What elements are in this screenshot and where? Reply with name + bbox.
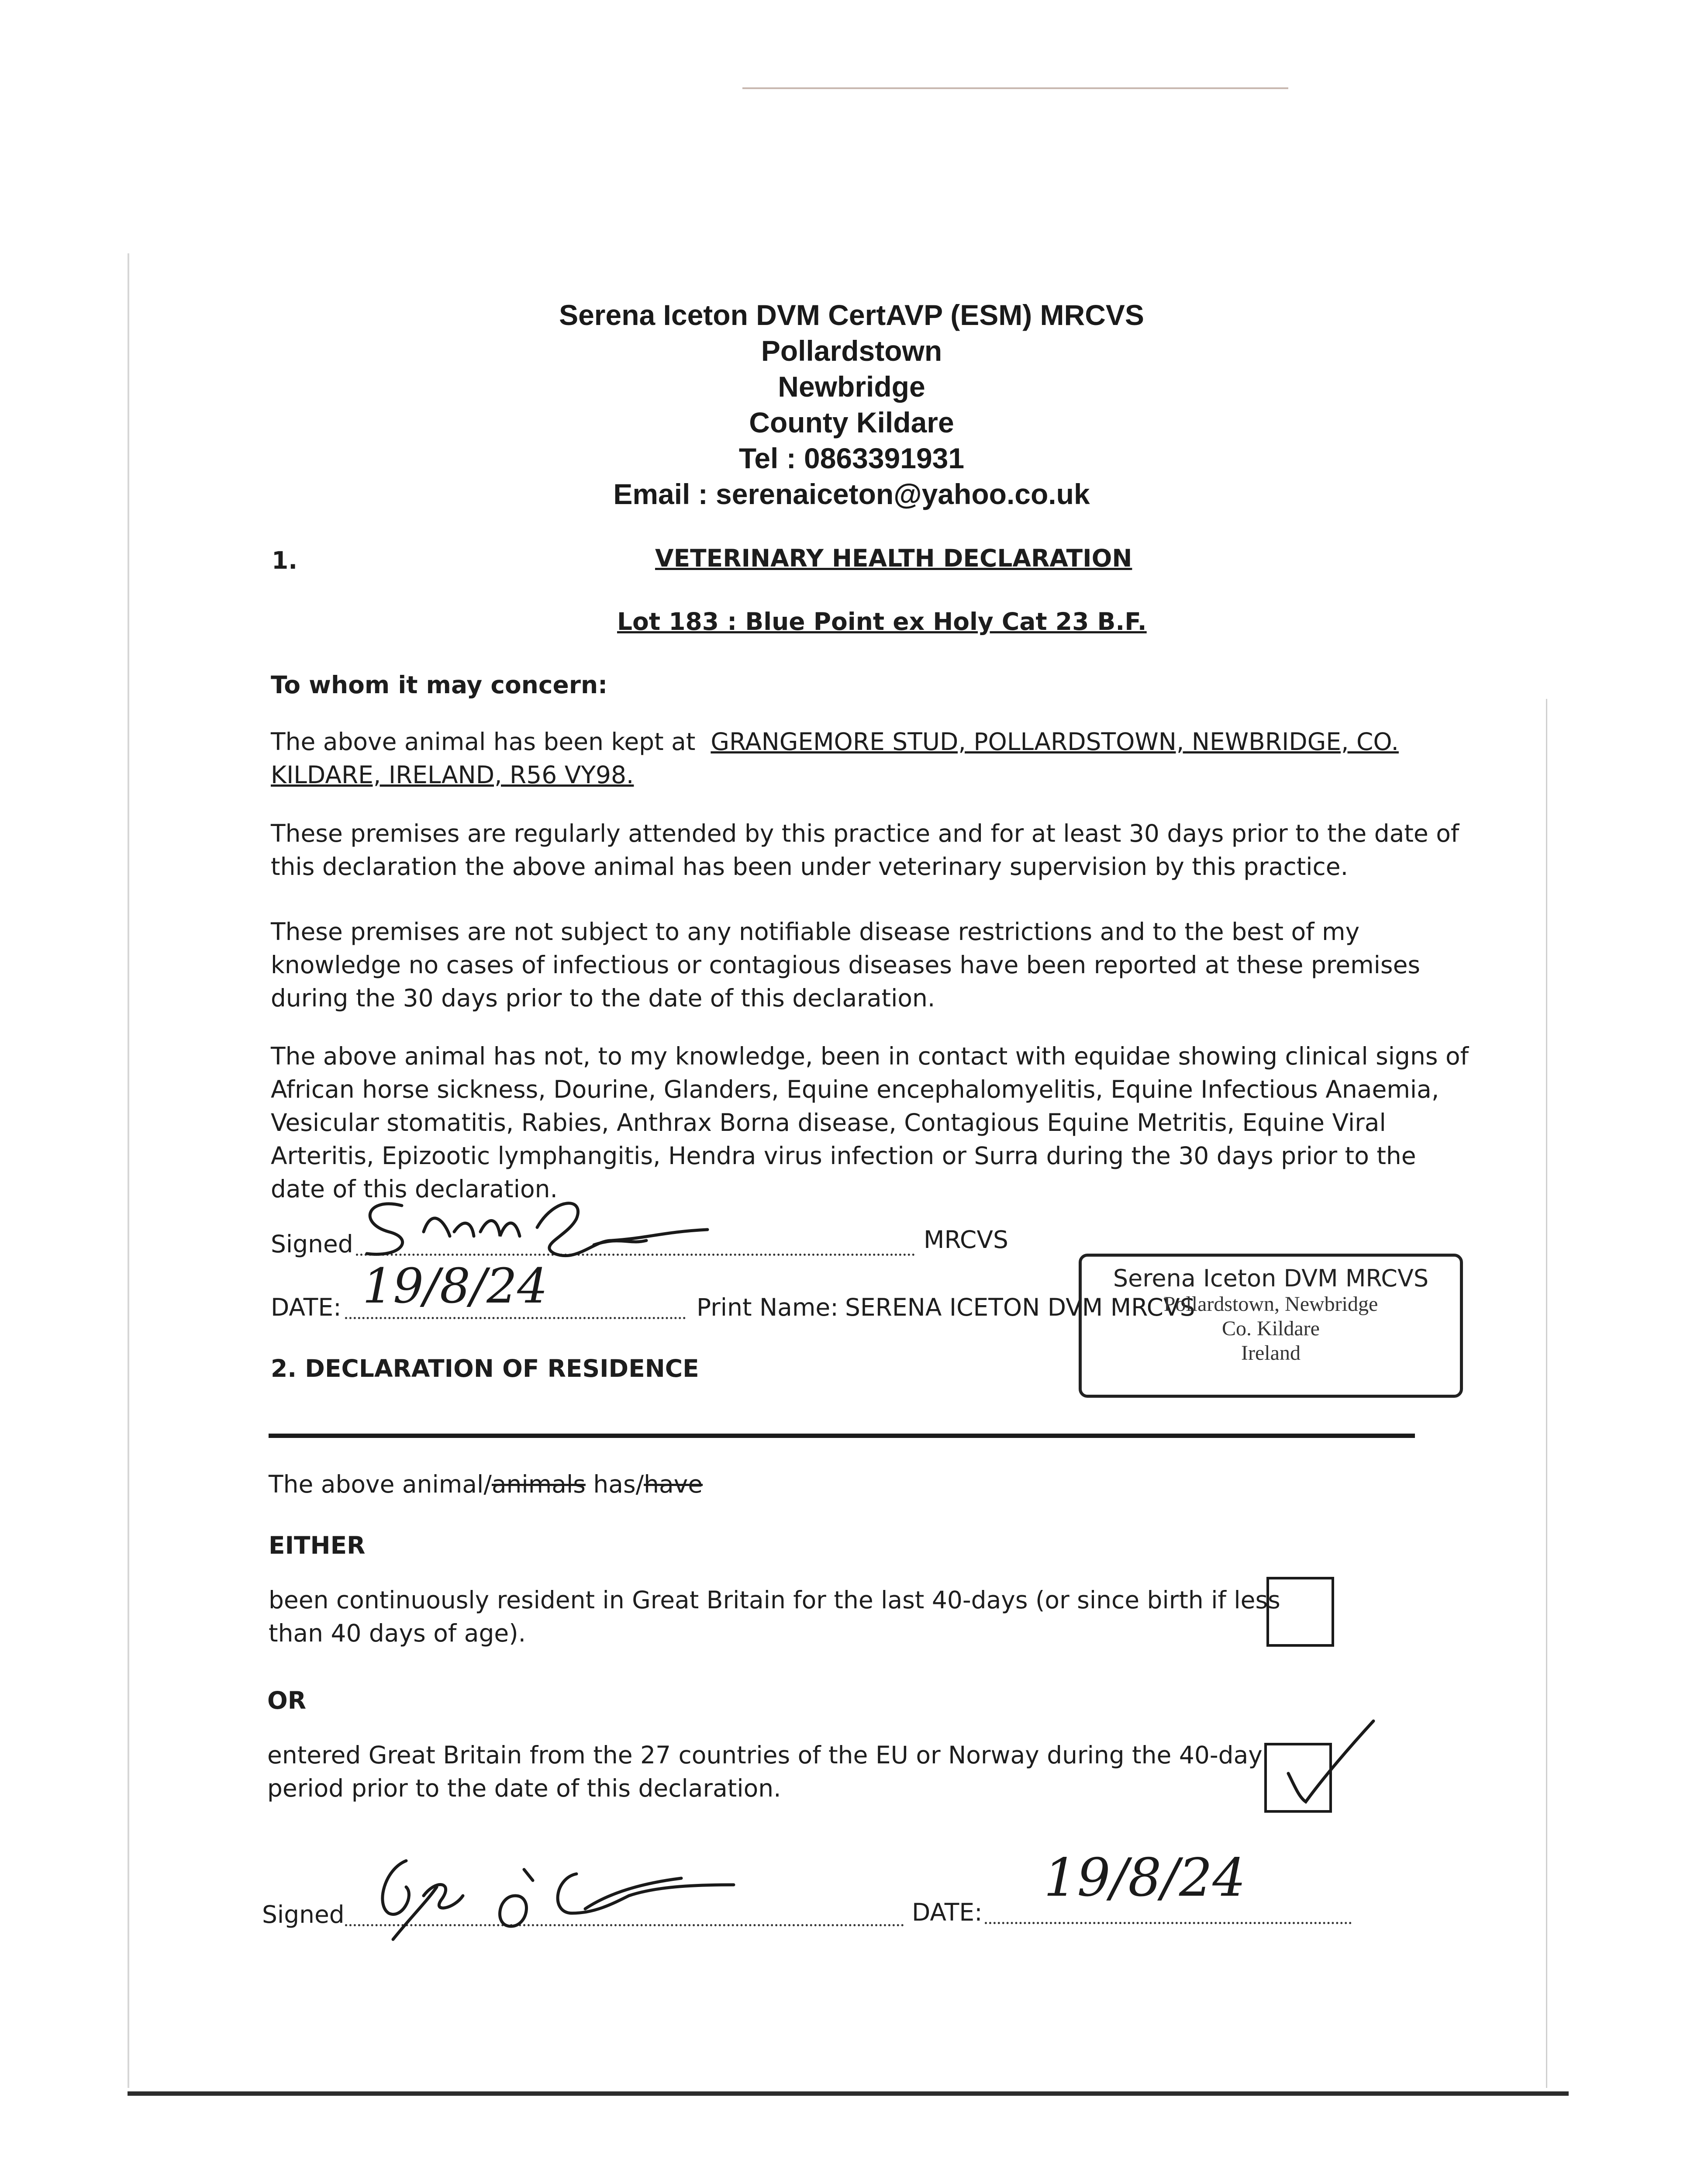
mrcvs-label: MRCVS	[924, 1226, 1008, 1254]
check-mark-icon	[1275, 1712, 1380, 1813]
option-entered-text: entered Great Britain from the 27 countries of the EU or Norway during the 40-day period prior to the date of this declaration.	[267, 1741, 1263, 1802]
section-number: 1.	[272, 546, 298, 574]
option-resident-checkbox[interactable]	[1266, 1577, 1334, 1647]
address-line: County Kildare	[749, 406, 954, 439]
section-divider	[269, 1434, 1415, 1438]
paper-edge-bottom	[128, 2091, 1569, 2096]
date-label: DATE:	[271, 1293, 342, 1321]
print-name-label: Print Name:	[697, 1293, 838, 1321]
owner-signature	[349, 1843, 786, 1957]
telephone: Tel : 0863391931	[738, 442, 965, 474]
print-name-value: SERENA ICETON DVM MRCVS	[845, 1293, 1195, 1321]
signed-label: Signed	[271, 1230, 353, 1258]
premises-address: GRANGEMORE STUD, POLLARDSTOWN, NEWBRIDGE, CO.	[711, 728, 1399, 756]
section-title: VETERINARY HEALTH DECLARATION	[655, 544, 1132, 572]
paper-edge-right	[1546, 699, 1547, 2088]
email: Email : serenaiceton@yahoo.co.uk	[613, 478, 1090, 510]
paragraph-premises: The above animal has been kept at GRANGEMORE STUD, POLLARDSTOWN, NEWBRIDGE, CO. KILDARE, IRELAND, R56 VY98.	[271, 728, 1399, 789]
date2-label: DATE:	[912, 1898, 983, 1926]
paragraph-supervision: These premises are regularly attended by this practice and for at least 30 days prior to the date of this declaration the above animal has been under veterinary supervision by this practice.	[271, 819, 1459, 881]
address-line: Newbridge	[778, 370, 925, 403]
section2-title: 2. DECLARATION OF RESIDENCE	[271, 1355, 699, 1382]
vet-signature	[349, 1179, 764, 1267]
residence-intro: The above animal/animals has/have	[269, 1470, 703, 1498]
signed2-label: Signed	[262, 1901, 345, 1928]
either-label: EITHER	[269, 1531, 366, 1559]
paragraph-disease: These premises are not subject to any notifiable disease restrictions and to the best of my knowledge no cases of infectious or contagious diseases have been reported at these premises during the 30 days prior to the date of this declaration.	[271, 918, 1421, 1012]
letterhead	[262, 297, 1441, 512]
address-line: Pollardstown	[761, 335, 942, 367]
paper-edge-top	[742, 87, 1288, 89]
practitioner-name: Serena Iceton DVM CertAVP (ESM) MRCVS	[559, 299, 1144, 331]
owner-date-handwritten: 19/8/24	[1044, 1848, 1246, 1908]
lot-title: Lot 183 : Blue Point ex Holy Cat 23 B.F.	[617, 608, 1147, 636]
practice-stamp: Serena Iceton DVM MRCVS Pollardstown, Newbridge Co. Kildare Ireland	[1079, 1254, 1463, 1398]
vet-date-handwritten: 19/8/24	[362, 1258, 548, 1314]
option-resident-text: been continuously resident in Great Britain for the last 40-days (or since birth if less than 40 days of age).	[269, 1586, 1280, 1647]
paper-edge-left	[128, 253, 129, 2088]
paragraph-contact: The above animal has not, to my knowledge, been in contact with equidae showing clinical signs of African horse sickness, Dourine, Glanders, Equine encephalomyelitis, Equine Infectious Anaemia, Vesicular stomatitis, Rabies, Anthrax Borna disease, Contagious Equine Metritis, Equine Viral Arteritis, Epizootic lymphangitis, Hendra virus infection or Surra during the 30 days prior to the date of this declaration.	[271, 1042, 1469, 1203]
or-label: OR	[267, 1686, 307, 1714]
salutation: To whom it may concern:	[271, 671, 608, 699]
